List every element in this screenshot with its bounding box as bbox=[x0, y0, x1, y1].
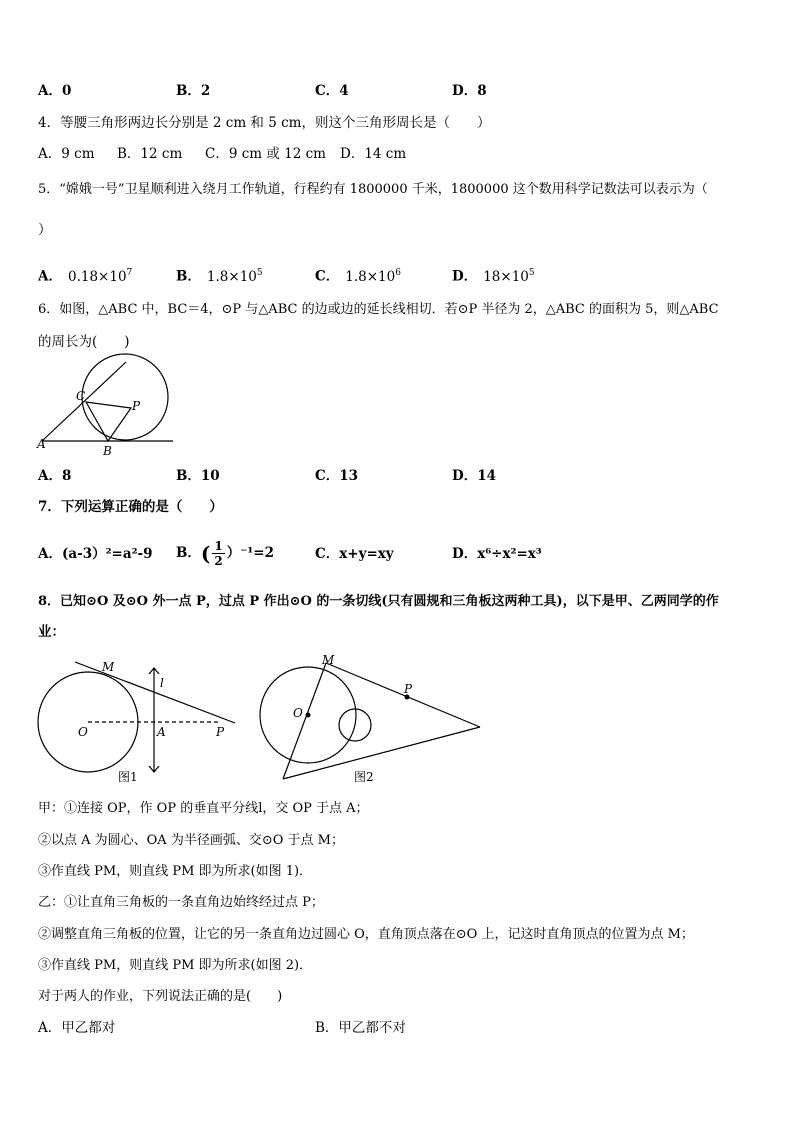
q6-option-a: A．8 bbox=[38, 468, 72, 484]
q4-option-d: D．14 cm bbox=[340, 146, 407, 162]
fig1-label-l: l bbox=[160, 676, 164, 690]
q7-frac-num: 1 bbox=[214, 539, 223, 553]
fig2-caption: 图2 bbox=[354, 770, 374, 784]
q5-option-d-value: 18×10 bbox=[483, 268, 529, 285]
q5-option-b-exp: 5 bbox=[256, 268, 263, 278]
q7-option-b-rest: ）⁻¹=2 bbox=[226, 545, 274, 561]
q6-label-c: C bbox=[76, 389, 86, 403]
q8-yi-step2: ②调整直角三角板的位置，让它的另一条直角边过圆心 O，直角顶点落在⊙O 上，记这时直角顶点的位置为点 M； bbox=[38, 927, 694, 942]
q7-frac-den: 2 bbox=[214, 554, 223, 568]
q3-option-d: D．8 bbox=[452, 83, 487, 99]
fig1-caption: 图1 bbox=[118, 770, 138, 784]
q8-jia-step3: ③作直线 PM，则直线 PM 即为所求(如图 1)． bbox=[38, 864, 313, 879]
q5-option-d bbox=[452, 264, 535, 286]
q6-figure bbox=[30, 340, 180, 460]
q8-jia-step1: 甲：①连接 OP，作 OP 的垂直平分线l，交 OP 于点 A； bbox=[38, 801, 369, 816]
q6-option-b: B．10 bbox=[176, 468, 220, 484]
q5-option-a-exp: 7 bbox=[126, 268, 133, 278]
q5-option-d-exp: 5 bbox=[528, 268, 535, 278]
q3-option-a: A．0 bbox=[38, 83, 72, 99]
q7-open-paren: ( bbox=[200, 541, 211, 566]
fig1-label-a: A bbox=[157, 725, 166, 739]
fig2-label-o: O bbox=[293, 706, 303, 720]
q8-figure-1 bbox=[30, 650, 250, 790]
q3-option-c: C．4 bbox=[315, 83, 349, 99]
q5-option-c-label: C． bbox=[315, 268, 340, 285]
fig1-label-o: O bbox=[78, 725, 88, 739]
q8-jia-step2: ②以点 A 为圆心、OA 为半径画弧、交⊙O 于点 M； bbox=[38, 833, 344, 848]
q8-question: 对于两人的作业，下列说法正确的是( ) bbox=[38, 989, 283, 1004]
q7-option-b bbox=[176, 537, 274, 570]
q5-option-b bbox=[176, 264, 263, 286]
q8-option-b: B．甲乙都不对 bbox=[315, 1020, 406, 1036]
q7-option-a: A．(a-3）²=a²-9 bbox=[38, 546, 153, 562]
fig1-label-m: M bbox=[102, 660, 115, 674]
fig2-label-m: M bbox=[322, 653, 335, 667]
q4-stem: 4．等腰三角形两边长分别是 2 cm 和 5 cm，则这个三角形周长是（ ） bbox=[38, 115, 491, 131]
q5-option-b-value: 1.8×10 bbox=[206, 268, 257, 285]
q8-stem: 8．已知⊙O 及⊙O 外一点 P，过点 P 作出⊙O 的一条切线(只有圆规和三角板这两种工具)，以下是甲、乙两同学的作 bbox=[38, 594, 719, 609]
q5-option-b-label: B． bbox=[176, 268, 201, 285]
q8-yi-step3: ③作直线 PM，则直线 PM 即为所求(如图 2)． bbox=[38, 958, 313, 973]
q6-label-p: P bbox=[132, 399, 141, 413]
q6-option-c: C．13 bbox=[315, 468, 359, 484]
q7-fraction bbox=[212, 539, 224, 568]
q8-option-a: A．甲乙都对 bbox=[38, 1020, 116, 1036]
q8-yi-step1: 乙：①让直角三角板的一条直角边始终经过点 P； bbox=[38, 895, 324, 910]
q6-stem: 6．如图，△ABC 中，BC＝4，⊙P 与△ABC 的边或边的延长线相切．若⊙P 半径为 2，△ABC 的面积为 5，则△ABC bbox=[38, 302, 719, 317]
q7-option-d: D．x⁶÷x²=x³ bbox=[452, 546, 542, 562]
q8-figure-2 bbox=[250, 650, 490, 790]
q4-option-a: A．9 cm bbox=[38, 146, 95, 162]
q4-option-c: C．9 cm 或 12 cm bbox=[205, 146, 326, 162]
q4-option-b: B．12 cm bbox=[117, 146, 183, 162]
q6-stem-cont: 的周长为( ) bbox=[38, 334, 130, 350]
q7-stem: 7．下列运算正确的是（ ） bbox=[38, 499, 223, 515]
q6-option-d: D．14 bbox=[452, 468, 496, 484]
q8-stem-cont: 业： bbox=[38, 624, 65, 640]
q5-option-c-value: 1.8×10 bbox=[345, 268, 396, 285]
fig2-label-p: P bbox=[404, 682, 413, 696]
q7-option-b-label: B． bbox=[176, 545, 201, 561]
q5-stem-cont: ） bbox=[38, 222, 52, 238]
q5-stem: 5．“嫦娥一号”卫星顺利进入绕月工作轨道，行程约有 1800000 千米，1800000 这个数用科学记数法可以表示为（ bbox=[38, 182, 708, 197]
q5-option-c bbox=[315, 264, 401, 286]
q5-option-c-exp: 6 bbox=[395, 268, 401, 278]
q6-label-b: B bbox=[103, 444, 112, 458]
q7-option-c: C．x+y=xy bbox=[315, 546, 394, 562]
fig1-label-p: P bbox=[216, 725, 225, 739]
q5-option-d-label: D． bbox=[452, 268, 478, 285]
q5-option-a bbox=[38, 264, 132, 286]
q3-option-b: B．2 bbox=[176, 83, 211, 99]
q5-option-a-label: A． bbox=[38, 268, 62, 285]
q6-label-a: A bbox=[37, 437, 46, 451]
q5-option-a-value: 0.18×10 bbox=[67, 268, 127, 285]
